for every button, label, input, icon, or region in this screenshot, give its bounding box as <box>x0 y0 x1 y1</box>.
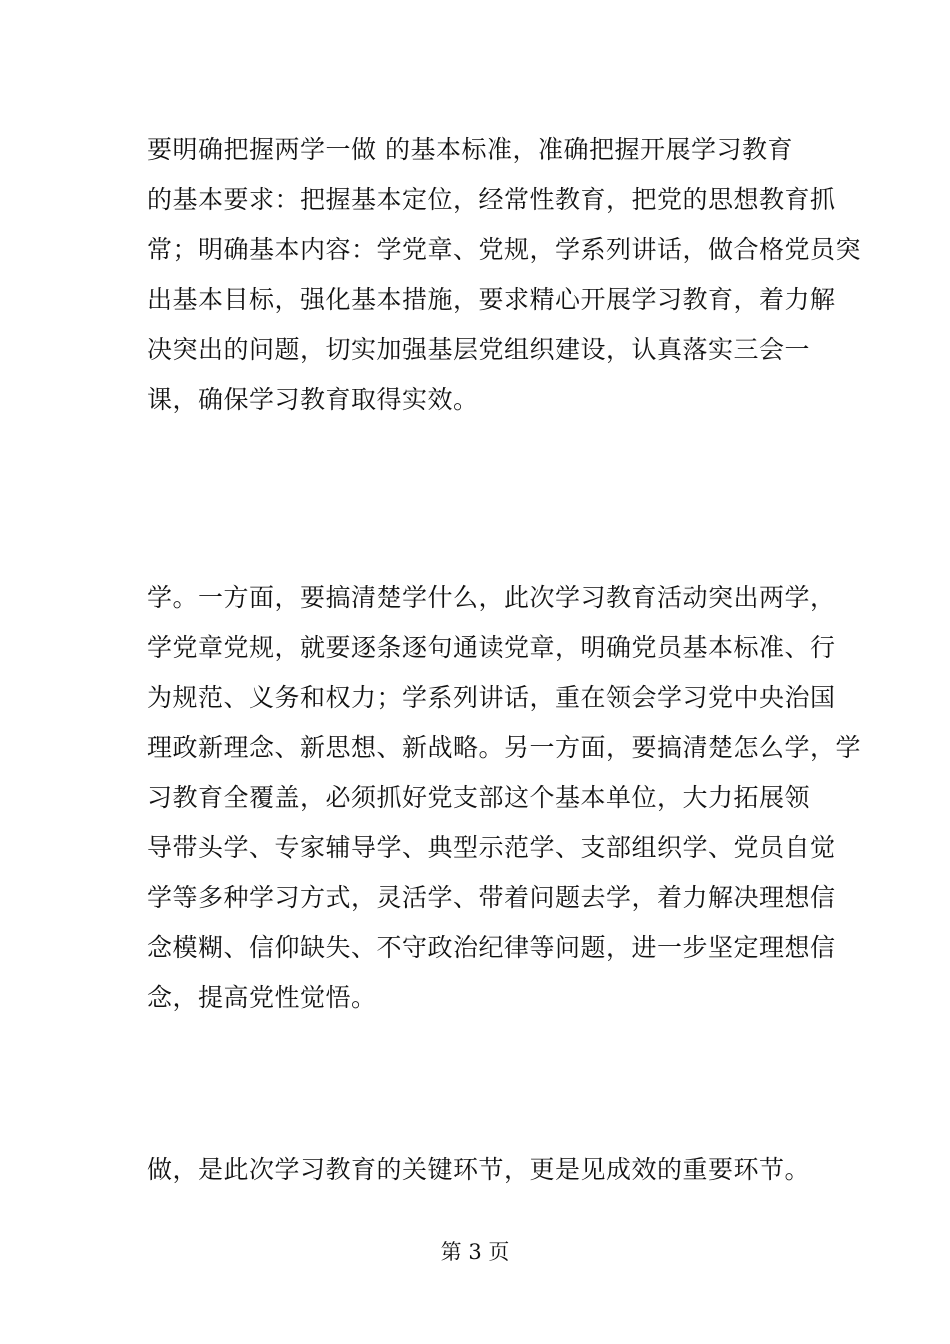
paragraph-line: 常；明确基本内容：学党章、党规，学系列讲话，做合格党员突 <box>147 235 862 264</box>
paragraph-line: 决突出的问题，切实加强基层党组织建设，认真落实三会一 <box>147 335 811 364</box>
paragraph-line: 出基本目标，强化基本措施，要求精心开展学习教育，着力解 <box>147 285 836 314</box>
paragraph-line: 的基本要求：把握基本定位，经常性教育，把党的思想教育抓 <box>147 185 836 214</box>
paragraph-line: 念，提高党性觉悟。 <box>147 983 377 1012</box>
paragraph-line: 做，是此次学习教育的关键环节，更是见成效的重要环节。 <box>147 1155 811 1184</box>
paragraph-line: 导带头学、专家辅导学、典型示范学、支部组织学、党员自觉 <box>147 833 836 862</box>
paragraph-line: 课，确保学习教育取得实效。 <box>147 385 479 414</box>
paragraph-line: 念模糊、信仰缺失、不守政治纪律等问题，进一步坚定理想信 <box>147 933 836 962</box>
paragraph-line: 为规范、义务和权力；学系列讲话，重在领会学习党中央治国 <box>147 683 836 712</box>
page-number: 第 3 页 <box>440 1240 510 1264</box>
paragraph-line: 习教育全覆盖，必须抓好党支部这个基本单位，大力拓展领 <box>147 783 811 812</box>
paragraph-line: 学等多种学习方式，灵活学、带着问题去学，着力解决理想信 <box>147 883 836 912</box>
paragraph-line: 理政新理念、新思想、新战略。另一方面，要搞清楚怎么学，学 <box>147 733 862 762</box>
paragraph-line: 要明确把握两学一做 的基本标准，准确把握开展学习教育 <box>147 135 793 164</box>
paragraph-line: 学。一方面，要搞清楚学什么，此次学习教育活动突出两学， <box>147 583 836 612</box>
paragraph-line: 学党章党规，就要逐条逐句通读党章，明确党员基本标准、行 <box>147 633 836 662</box>
